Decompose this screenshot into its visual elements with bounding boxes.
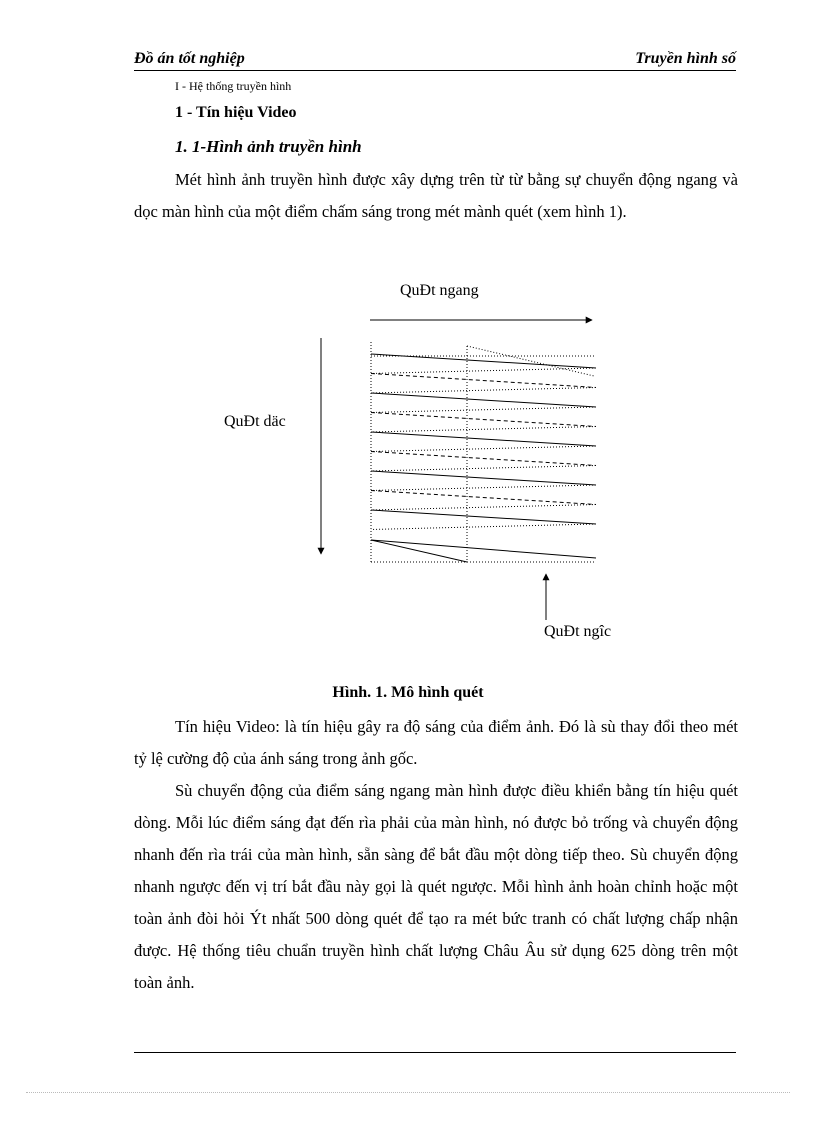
header-subject: Truyền hình số bbox=[635, 50, 736, 67]
retrace-line bbox=[371, 427, 596, 433]
footer-rule bbox=[134, 1052, 736, 1053]
trace-lines bbox=[371, 354, 596, 524]
heading-1: 1 - Tín hiệu Video bbox=[175, 104, 297, 121]
scan-line bbox=[371, 413, 596, 427]
scan-line bbox=[371, 374, 596, 388]
scan-line bbox=[371, 432, 596, 446]
page-header bbox=[134, 50, 736, 71]
scan-line bbox=[371, 510, 596, 524]
label-retrace: QuÐt ngîc bbox=[544, 623, 612, 640]
scan-line bbox=[371, 393, 596, 407]
scan-line bbox=[371, 354, 596, 368]
paragraph-3: Sù chuyển động của điểm sáng ngang màn hình được điều khiển bằng tín hiệu quét dòng. Mỗi lúc điểm sáng đạt đến rìa phải của màn hình, nó được bỏ trống và chuyển động nhanh đến rìa trái của màn hình, sẵn sàng để bắt đầu một dòng tiếp theo. Sù chuyển động nhanh ngược đến vị trí bắt đầu này gọi là quét ngược. Mỗi hình ảnh hoàn chỉnh hoặc một toàn ảnh đòi hỏi Ýt nhất 500 dòng quét để tạo ra mét bức tranh có chất lượng chấp nhận được. Hệ thống tiêu chuẩn truyền hình chất lượng Châu Âu sử dụng 625 dòng trên một toàn ảnh. bbox=[134, 781, 738, 992]
vertical-retrace-line bbox=[371, 540, 467, 562]
retrace-line bbox=[371, 388, 596, 394]
retrace-line bbox=[371, 524, 596, 530]
retrace-line bbox=[371, 407, 596, 413]
scan-diagram bbox=[0, 270, 816, 670]
retrace-line bbox=[371, 368, 596, 374]
section-title: I - Hệ thống truyền hình bbox=[175, 79, 292, 93]
label-horizontal-scan: QuÐt ngang bbox=[400, 282, 479, 299]
retrace-line bbox=[371, 485, 596, 491]
scan-line bbox=[371, 491, 596, 505]
heading-2: 1. 1-Hình ảnh truyền hình bbox=[175, 137, 362, 156]
paragraph-2: Tín hiệu Video: là tín hiệu gây ra độ sáng của điểm ảnh. Đó là sù thay đổi theo mét tỷ lệ cường độ của ánh sáng trong ảnh gốc. bbox=[134, 717, 738, 768]
retrace-line bbox=[371, 505, 596, 511]
label-vertical-scan: QuÐt däc bbox=[224, 413, 286, 430]
retrace-line bbox=[371, 446, 596, 452]
retrace-lines bbox=[371, 368, 596, 530]
figure-caption: Hình. 1. Mô hình quét bbox=[332, 684, 484, 701]
paragraph-1: Mét hình ảnh truyền hình được xây dựng trên từ từ bằng sự chuyển động ngang và dọc màn hình của một điểm chấm sáng trong mét mành quét (xem hình 1). bbox=[134, 170, 738, 221]
scan-diagram-svg bbox=[0, 270, 816, 670]
retrace-line bbox=[371, 466, 596, 472]
scan-line bbox=[371, 471, 596, 485]
page-bottom-border bbox=[26, 1092, 790, 1093]
final-trace-line bbox=[371, 540, 596, 558]
header-title: Đồ án tốt nghiệp bbox=[134, 50, 245, 67]
scan-line bbox=[371, 452, 596, 466]
